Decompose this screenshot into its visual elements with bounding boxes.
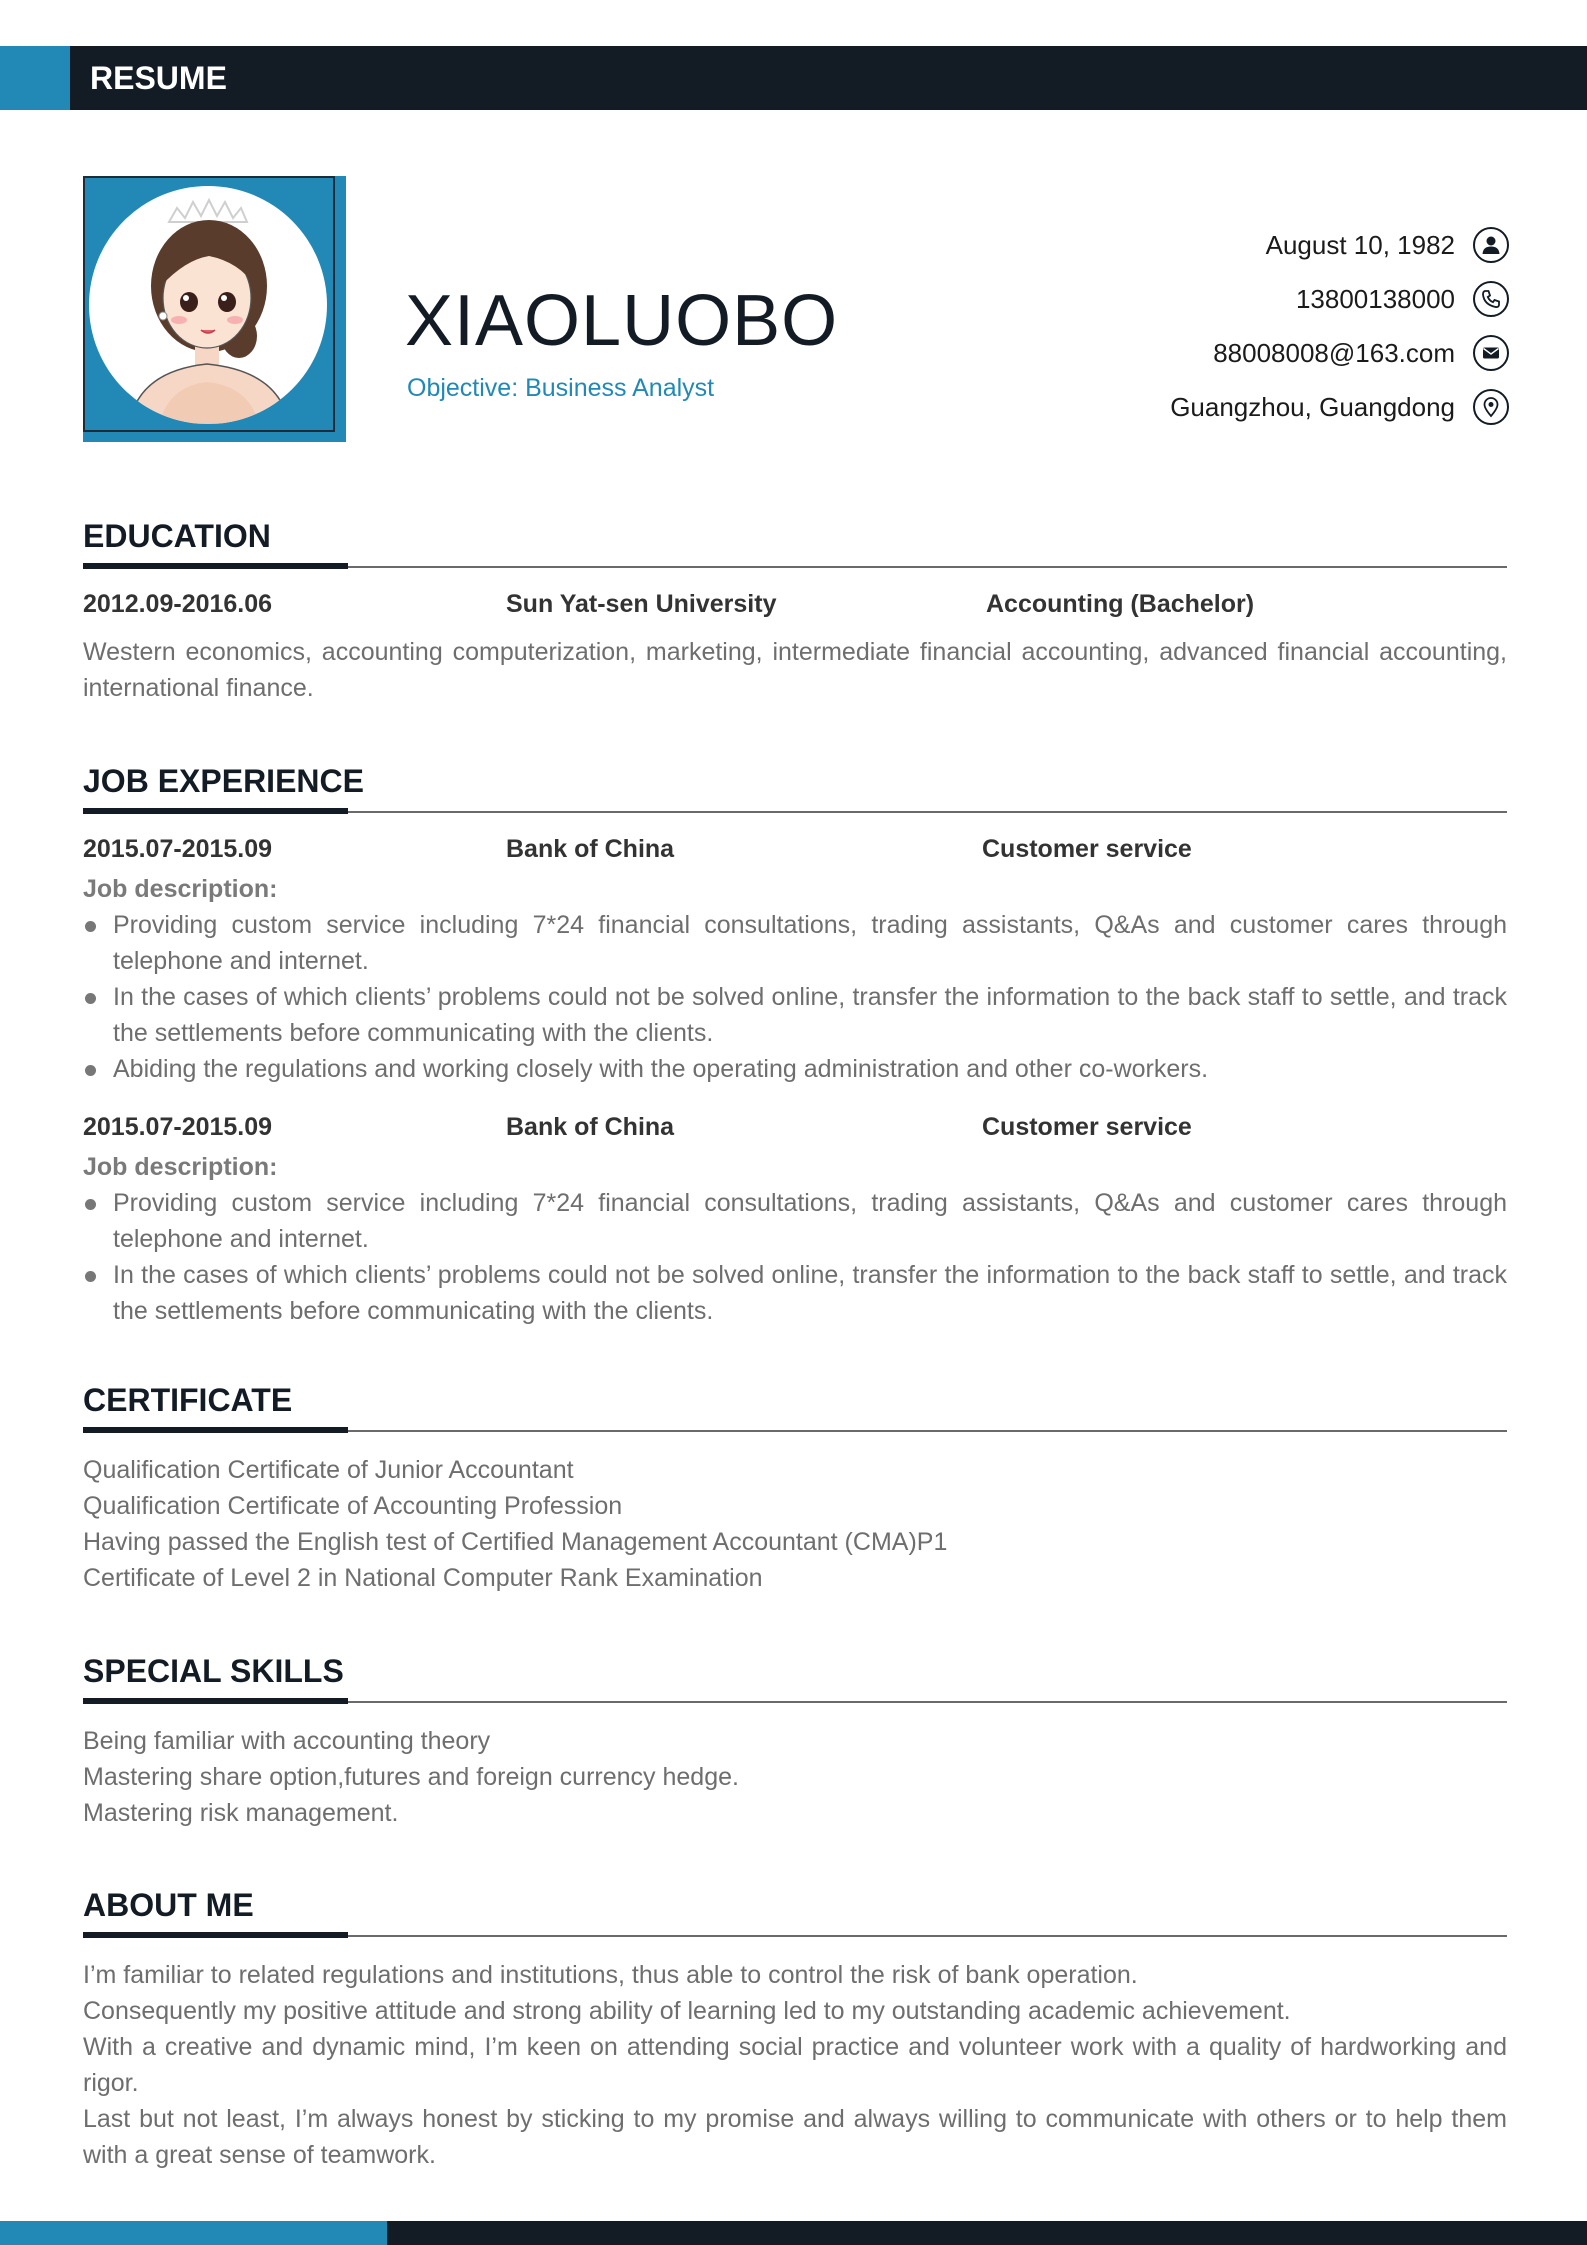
section-divider [83, 1701, 1507, 1703]
footer-accent [0, 2221, 387, 2245]
contact-location [1170, 380, 1509, 434]
education-period: 2012.09-2016.06 [83, 590, 273, 618]
contact-list [1170, 218, 1509, 434]
job-period: 2015.07-2015.09 [83, 835, 273, 863]
experience-heading: JOB EXPERIENCE [83, 763, 364, 799]
job-bullets [83, 1185, 1507, 1329]
education-description: Western economics, accounting computerization, marketing, intermediate financial accounting, advanced financial accounting, international finance. [83, 638, 1507, 702]
about-paragraph: With a creative and dynamic mind, I’m keen on attending social practice and volunteer work with a quality of hardworking and rigor. [83, 2033, 1507, 2097]
list-item: Having passed the English test of Certified Management Accountant (CMA)P1 [83, 1528, 948, 1556]
section-divider-accent [83, 808, 348, 814]
list-item: Abiding the regulations and working closely with the operating administration and other co-workers. [83, 1051, 1507, 1087]
section-divider-accent [83, 563, 348, 569]
list-item: Mastering share option,futures and foreign currency hedge. [83, 1763, 739, 1791]
job-role: Customer service [982, 1113, 1192, 1141]
job-row [83, 835, 1507, 871]
job-description-label: Job description: [83, 1153, 278, 1181]
list-item: Qualification Certificate of Junior Accountant [83, 1456, 574, 1484]
candidate-name: XIAOLUOBO [405, 281, 839, 361]
experience-section [83, 765, 1507, 1329]
phone-text: 13800138000 [1295, 283, 1455, 314]
about-text [83, 1957, 1507, 2173]
list-item: Providing custom service including 7*24 financial consultations, trading assistants, Q&As and customer cares through telephone and internet. [83, 907, 1507, 979]
location-icon [1473, 389, 1509, 425]
skills-section [83, 1655, 1507, 1831]
about-section [83, 1889, 1507, 2173]
list-item: Providing custom service including 7*24 financial consultations, trading assistants, Q&As and customer cares through telephone and internet. [83, 1185, 1507, 1257]
job-company: Bank of China [506, 835, 675, 863]
objective: Objective: Business Analyst [407, 374, 715, 402]
education-major: Accounting (Bachelor) [986, 590, 1255, 618]
contact-birthdate [1170, 218, 1509, 272]
skills-heading: SPECIAL SKILLS [83, 1653, 344, 1689]
birthdate-text: August 10, 1982 [1265, 229, 1455, 260]
banner-accent [0, 46, 70, 110]
job-company: Bank of China [506, 1113, 675, 1141]
list-item: In the cases of which clients’ problems could not be solved online, transfer the information to the back staff to settle, and track the settlements before communicating with the clients. [83, 1257, 1507, 1329]
section-divider [83, 1935, 1507, 1937]
contact-email [1170, 326, 1509, 380]
job-role: Customer service [982, 835, 1192, 863]
list-item: Mastering risk management. [83, 1799, 399, 1827]
education-section [83, 520, 1507, 706]
about-paragraph: Consequently my positive attitude and strong ability of learning led to my outstanding academic achievement. [83, 1997, 1291, 2025]
list-item: Being familiar with accounting theory [83, 1727, 491, 1755]
job-row [83, 1113, 1507, 1149]
resume-title: RESUME [90, 60, 227, 96]
section-divider [83, 1430, 1507, 1432]
certificate-heading: CERTIFICATE [83, 1382, 293, 1418]
section-divider [83, 811, 1507, 813]
section-divider-accent [83, 1427, 348, 1433]
location-text: Guangzhou, Guangdong [1170, 391, 1455, 422]
job-period: 2015.07-2015.09 [83, 1113, 273, 1141]
education-heading: EDUCATION [83, 518, 271, 554]
list-item: Certificate of Level 2 in National Computer Rank Examination [83, 1564, 763, 1592]
job-bullets [83, 907, 1507, 1087]
education-school: Sun Yat-sen University [506, 590, 777, 618]
header-banner [0, 46, 1587, 110]
job-description-label: Job description: [83, 875, 278, 903]
section-divider [83, 566, 1507, 568]
phone-icon [1473, 281, 1509, 317]
section-divider-accent [83, 1698, 348, 1704]
mail-icon [1473, 335, 1509, 371]
about-paragraph: Last but not least, I’m always honest by sticking to my promise and always willing to communicate with others or to help them with a great sense of teamwork. [83, 2105, 1507, 2169]
skills-list [83, 1723, 1507, 1831]
about-paragraph: I’m familiar to related regulations and institutions, thus able to control the risk of bank operation. [83, 1961, 1138, 1989]
user-icon [1473, 227, 1509, 263]
email-text: 88008008@163.com [1213, 337, 1455, 368]
avatar-illustration [89, 186, 327, 424]
list-item: Qualification Certificate of Accounting Profession [83, 1492, 623, 1520]
certificate-list [83, 1452, 1507, 1596]
list-item: In the cases of which clients’ problems could not be solved online, transfer the information to the back staff to settle, and track the settlements before communicating with the clients. [83, 979, 1507, 1051]
education-row [83, 590, 1507, 626]
about-heading: ABOUT ME [83, 1887, 254, 1923]
certificate-section [83, 1384, 1507, 1596]
contact-phone [1170, 272, 1509, 326]
avatar [89, 186, 327, 424]
section-divider-accent [83, 1932, 348, 1938]
